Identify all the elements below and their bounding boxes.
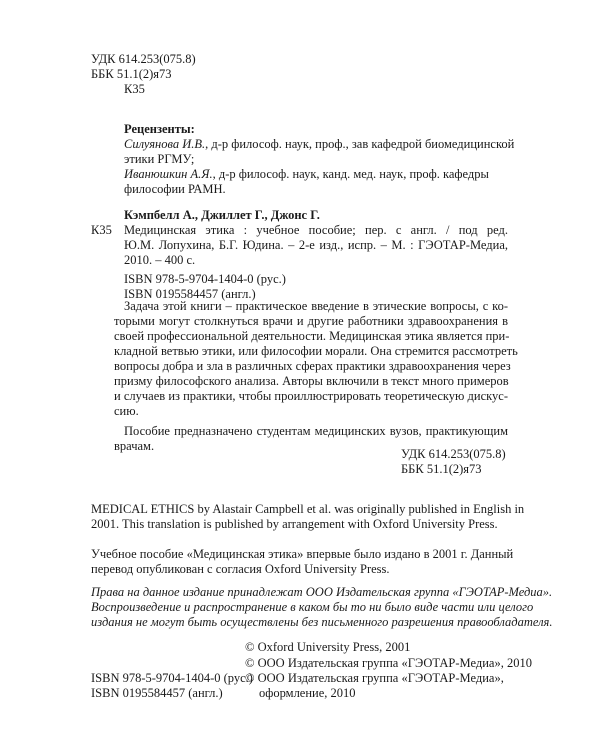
abstract [114, 299, 518, 454]
reviewers-heading: Рецензенты: [124, 122, 195, 136]
bib-description [124, 223, 508, 268]
rights-line: Воспроизведение и распространение в каком бы то ни было виде части или целого [91, 600, 534, 614]
reviewer-2-name: Иванюшкин А.Я. [124, 167, 213, 181]
copyright-geotar-design: © ООО Издательская группа «ГЭОТАР-Медиа», [245, 671, 504, 685]
reviewer-1-name: Силуянова И.В. [124, 137, 206, 151]
abstract-line: призму философского анализа. Авторы включили в текст много примеров [114, 374, 509, 388]
reviewer-1-credentials: , д-р философ. наук, проф., зав кафедрой биомедицинской [205, 137, 515, 151]
abstract-line: торыми могут столкнуться врачи и другие работники здравоохранения в [114, 314, 508, 328]
abstract-line: Пособие предназначено студентам медицинских вузов, практикующим [124, 424, 508, 438]
rights-line: издания не могут быть осуществлены без письменного разрешения правообладателя. [91, 615, 553, 629]
udk-code-repeat: УДК 614.253(075.8) [401, 447, 506, 461]
reviewer-1-line-1 [124, 137, 514, 152]
copyright-geotar: © ООО Издательская группа «ГЭОТАР-Медиа», 2010 [245, 656, 532, 670]
bib-line: 2010. – 400 с. [124, 253, 196, 267]
bbk-code: ББК 51.1(2)я73 [91, 67, 172, 81]
first-edition-line: перевод опубликован с согласия Oxford University Press. [91, 562, 390, 576]
abstract-line: врачам. [114, 439, 155, 453]
reviewer-2-line-2: философии РАМН. [124, 182, 226, 196]
author-mark: К35 [124, 82, 145, 96]
udk-code: УДК 614.253(075.8) [91, 52, 196, 66]
copyright-oup: © Oxford University Press, 2001 [245, 640, 411, 654]
reviewer-1-line-2: этики РГМУ; [124, 152, 195, 166]
abstract-line: сию. [114, 404, 139, 418]
original-publication-note [91, 502, 525, 532]
bib-author-mark: К35 [91, 223, 112, 237]
bbk-code-repeat: ББК 51.1(2)я73 [401, 462, 482, 476]
abstract-line: вопросы добра и зла в различных сферах практики здравоохранения через [114, 359, 511, 373]
footer-isbn-ru: ISBN 978-5-9704-1404-0 (рус.) [91, 671, 253, 685]
isbn-en: ISBN 0195584457 (англ.) [124, 287, 256, 301]
reviewer-2-line-1 [124, 167, 489, 182]
reviewer-2-credentials: , д-р философ. наук, канд. мед. наук, проф. кафедры [212, 167, 489, 181]
rights-line: Права на данное издание принадлежат ООО Издательская группа «ГЭОТАР-Медиа». [91, 585, 553, 599]
first-edition-note [91, 547, 514, 577]
bib-line: Медицинская этика : учебное пособие; пер. с англ. / под ред. [124, 223, 508, 237]
abstract-line: Задача этой книги – практическое введение в этические вопросы, с ко- [124, 299, 508, 313]
original-publication-line: 2001. This translation is published by arrangement with Oxford University Press. [91, 517, 498, 531]
first-edition-line: Учебное пособие «Медицинская этика» впервые было издано в 2001 г. Данный [91, 547, 514, 561]
original-publication-line: MEDICAL ETHICS by Alastair Campbell et al. was originally published in English in [91, 502, 525, 516]
abstract-line: и случаев из практики, чтобы проиллюстрировать теоретическую дискус- [114, 389, 508, 403]
copyright-geotar-design-year: оформление, 2010 [259, 686, 356, 700]
abstract-line: своей профессиональной деятельности. Медицинская этика является при- [114, 329, 510, 343]
bib-authors: Кэмпбелл А., Джиллет Г., Джонс Г. [124, 208, 320, 222]
abstract-line: кладной ветвью этики, или философии морали. Она стремится рассмотреть [114, 344, 518, 358]
footer-isbn-en: ISBN 0195584457 (англ.) [91, 686, 223, 700]
rights-notice [91, 585, 553, 630]
bib-line: Ю.М. Лопухина, Б.Г. Юдина. – 2-е изд., испр. – М. : ГЭОТАР-Медиа, [124, 238, 508, 252]
isbn-ru: ISBN 978-5-9704-1404-0 (рус.) [124, 272, 286, 286]
